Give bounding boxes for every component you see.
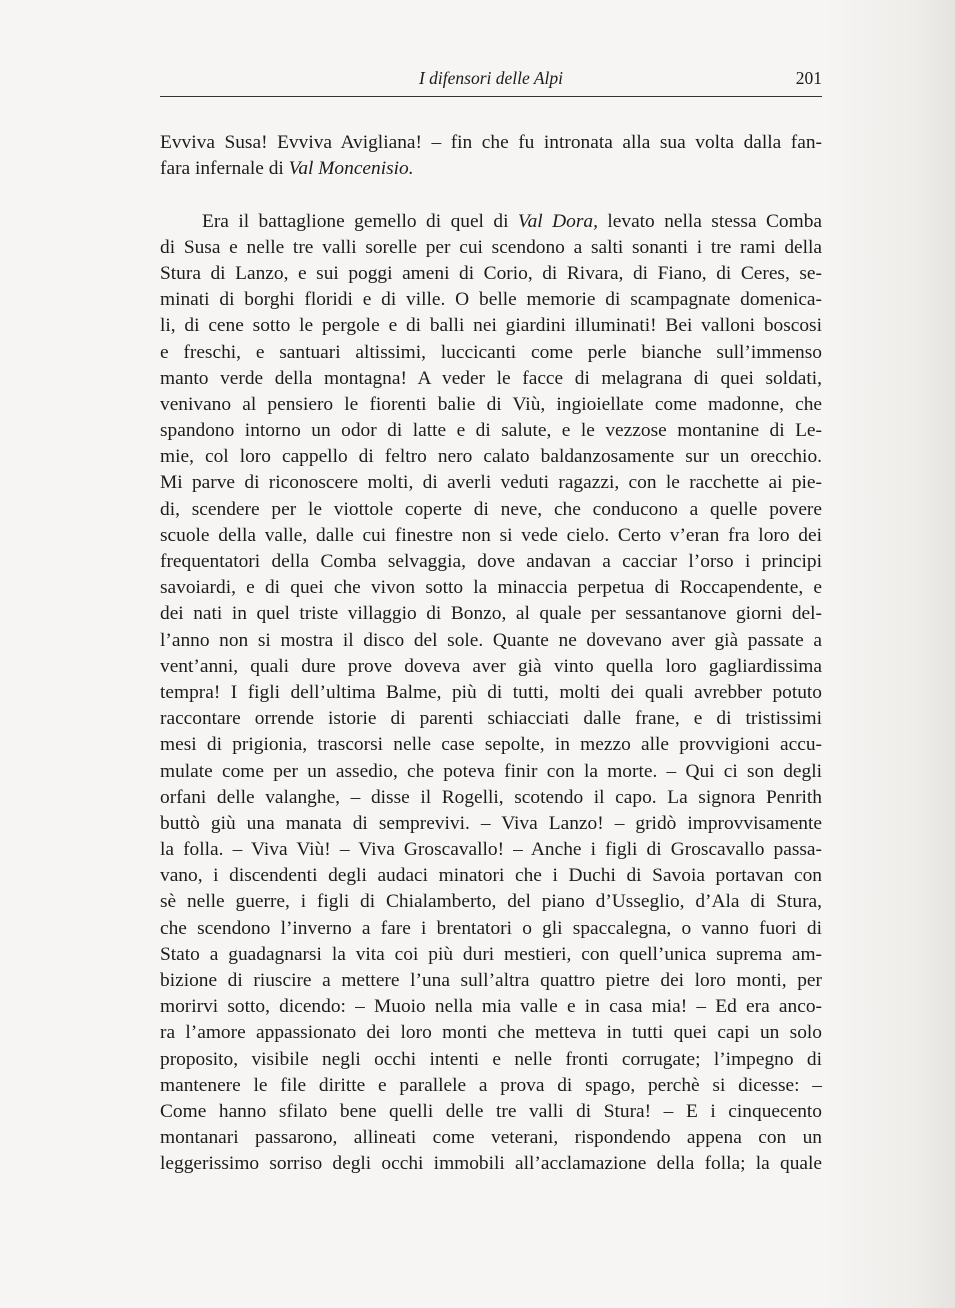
text-line bbox=[160, 654, 822, 680]
text-run: venivano al pensiero le fiorenti balie di Viù, ingioiellate come madonne, che bbox=[160, 393, 822, 415]
text-line bbox=[160, 366, 822, 392]
text-run: Mi parve di riconoscere molti, di averli veduti ragazzi, con le racchette ai pie- bbox=[160, 472, 822, 494]
text-run: mantenere le file diritte e parallele a prova di spago, perchè si dicesse: – bbox=[160, 1074, 822, 1096]
text-line bbox=[160, 497, 822, 523]
text-run: di Susa e nelle tre valli sorelle per cui scendono a salti sonanti i tre rami della bbox=[160, 236, 822, 258]
text-line bbox=[160, 313, 822, 339]
text-line bbox=[160, 785, 822, 811]
text-line bbox=[160, 994, 822, 1020]
text-run: fara infernale di bbox=[160, 158, 289, 180]
text-run: mesi di prigionia, trascorsi nelle case sepolte, in mezzo alle provvigioni accu- bbox=[160, 734, 822, 756]
text-run: tempra! I figli dell’ultima Balme, più di tutti, molti dei quali avrebber potuto bbox=[160, 681, 822, 703]
text-run: minati di borghi floridi e di ville. O belle memorie di scampagnate domenica- bbox=[160, 289, 822, 311]
text-run: bizione di riuscire a mettere l’una sull’altra quattro pietre dei loro monti, per bbox=[160, 970, 822, 991]
text-run: Val Dora, bbox=[517, 210, 598, 232]
text-line bbox=[160, 261, 822, 287]
text-line bbox=[160, 732, 822, 758]
text-run: la folla. – Viva Viù! – Viva Groscavallo! – Anche i figli di Groscavallo passa- bbox=[160, 839, 822, 861]
text-run: ra l’amore appassionato dei loro monti che metteva in tutti quei capi un solo bbox=[160, 1022, 822, 1044]
text-run: mie, col loro cappello di feltro nero calato baldanzosamente sur un orecchio. bbox=[160, 446, 822, 468]
text-line bbox=[160, 1020, 822, 1046]
text-run: morirvi sotto, dicendo: – Muoio nella mia valle e in casa mia! – Ed era anco- bbox=[160, 996, 822, 1018]
text-run: montanari passarono, allineati come veterani, rispondendo appena con un bbox=[160, 1127, 822, 1149]
text-line bbox=[160, 418, 822, 444]
text-line bbox=[160, 1047, 822, 1073]
text-line bbox=[160, 889, 822, 915]
text-run: scuole della valle, dalle cui finestre non si vede cielo. Certo v’eran fra loro dei bbox=[160, 524, 822, 546]
text-run: Come hanno sfilato bene quelli delle tre valli di Stura! – E i cinquecento bbox=[160, 1100, 822, 1122]
text-line bbox=[160, 759, 822, 785]
text-run: Stato a guadagnarsi la vita coi più duri mestieri, con quell’unica suprema am- bbox=[160, 943, 822, 965]
text-line bbox=[160, 1125, 822, 1151]
text-run: mulate come per un assedio, che poteva finir con la morte. – Qui ci son degli bbox=[160, 760, 822, 782]
text-run: li, di cene sotto le pergole e di balli nei giardini illuminati! Bei valloni boscosi bbox=[160, 315, 822, 337]
text-line bbox=[160, 444, 822, 470]
text-run: Val Moncenisio. bbox=[288, 158, 414, 180]
text-run: l’anno non si mostra il disco del sole. Quante ne dovevano aver già passate a bbox=[160, 629, 822, 651]
paragraph-gap bbox=[160, 182, 822, 208]
text-run: frequentatori della Comba selvaggia, dove andavan a cacciar l’orso i principi bbox=[160, 551, 822, 572]
text-run: leggerissimo sorriso degli occhi immobili all’acclamazione della folla; la quale bbox=[160, 1153, 822, 1175]
text-run: e freschi, e santuari altissimi, luccicanti come perle bianche sull’immenso bbox=[160, 341, 822, 363]
text-run: dei nati in quel triste villaggio di Bonzo, al quale per sessantanove giorni del- bbox=[160, 603, 822, 625]
text-line bbox=[160, 811, 822, 837]
running-title: I difensori delle Alpi bbox=[418, 68, 564, 88]
text-line bbox=[160, 1099, 822, 1125]
text-run: Era il battaglione gemello di quel di bbox=[202, 210, 518, 232]
text-line bbox=[160, 549, 822, 575]
text-run: di, scendere per le viottole coperte di neve, che conducono a quelle povere bbox=[160, 498, 822, 520]
text-line bbox=[160, 156, 822, 182]
text-line bbox=[160, 1073, 822, 1099]
text-line bbox=[160, 470, 822, 496]
text-run: sè nelle guerre, i figli di Chialamberto, del piano d’Usseglio, d’Ala di Stura, bbox=[160, 891, 822, 913]
text-line bbox=[160, 863, 822, 889]
text-line bbox=[160, 1151, 822, 1177]
text-line bbox=[160, 130, 822, 156]
text-run: manto verde della montagna! A veder le facce di melagrana di quei soldati, bbox=[160, 367, 822, 389]
text-line bbox=[160, 968, 822, 994]
text-line bbox=[160, 837, 822, 863]
text-run: buttò giù una manata di semprevivi. – Viva Lanzo! – gridò improvvisamente bbox=[160, 812, 822, 834]
text-run: raccontare orrende istorie di parenti schiacciati dalle frane, e di tristissimi bbox=[160, 708, 822, 730]
text-run: vent’anni, quali dure prove doveva aver già vinto quella loro gagliardissima bbox=[160, 655, 822, 677]
text-line bbox=[160, 235, 822, 261]
text-run: savoiardi, e di quei che vivon sotto la minaccia perpetua di Roccapendente, e bbox=[160, 577, 822, 599]
text-run: levato nella stessa Comba bbox=[597, 210, 823, 232]
text-line bbox=[160, 601, 822, 627]
page-edge-shadow bbox=[825, 0, 955, 1308]
text-line bbox=[160, 942, 822, 968]
text-line bbox=[160, 628, 822, 654]
text-line bbox=[160, 209, 822, 235]
text-run: Evviva Susa! Evviva Avigliana! – fin che fu intronata alla sua volta dalla fan- bbox=[160, 132, 822, 153]
text-line bbox=[160, 392, 822, 418]
text-run: che scendono l’inverno a fare i brentatori o gli spaccalegna, o vanno fuori di bbox=[160, 917, 822, 939]
text-line bbox=[160, 575, 822, 601]
running-header bbox=[160, 62, 822, 97]
text-line bbox=[160, 287, 822, 313]
text-run: orfani delle valanghe, – disse il Rogelli, scotendo il capo. La signora Penrith bbox=[160, 786, 822, 808]
text-line bbox=[160, 916, 822, 942]
text-run: vano, i discendenti degli audaci minatori che i Duchi di Savoia portavan con bbox=[160, 865, 822, 887]
text-line bbox=[160, 523, 822, 549]
text-line bbox=[160, 340, 822, 366]
body-text bbox=[160, 130, 822, 1178]
text-run: spandono intorno un odor di latte e di salute, e le vezzose montanine di Le- bbox=[160, 420, 822, 442]
page-number: 201 bbox=[795, 68, 822, 88]
text-line bbox=[160, 680, 822, 706]
text-run: proposito, visibile negli occhi intenti e nelle fronti corrugate; l’impegno di bbox=[160, 1048, 822, 1070]
text-run: Stura di Lanzo, e sui poggi ameni di Corio, di Rivara, di Fiano, di Ceres, se- bbox=[160, 262, 822, 284]
text-line bbox=[160, 706, 822, 732]
